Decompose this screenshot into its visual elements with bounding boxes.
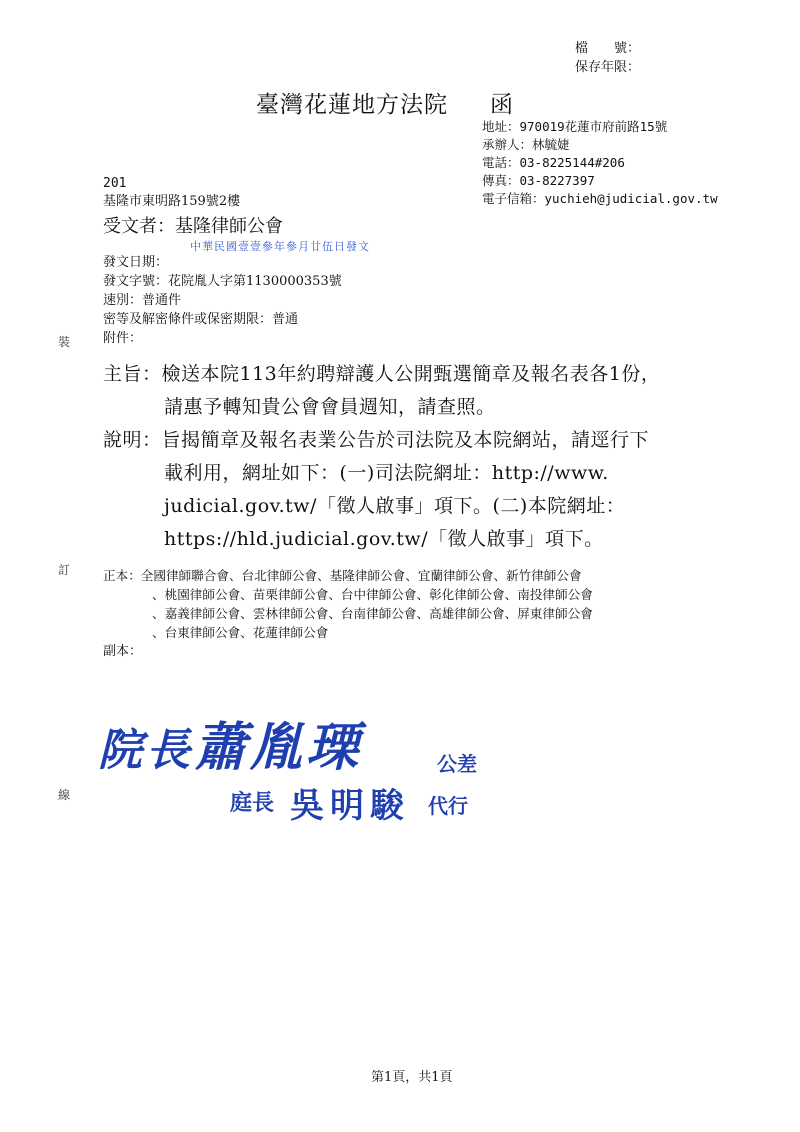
delivery-speed: 速別：普通件 bbox=[103, 293, 182, 308]
attachment-label: 附件： bbox=[103, 331, 143, 346]
binding-mark-xian: 線 bbox=[58, 788, 71, 802]
retention-period-label: 保存年限： bbox=[575, 60, 641, 75]
addressee: 受文者：基隆律師公會 bbox=[103, 216, 283, 237]
explanation-line-1: 說明：旨揭簡章及報名表業公告於司法院及本院網站，請逕行下 bbox=[103, 429, 650, 451]
primary-recipients-line-1: 正本：全國律師聯合會、台北律師公會、基隆律師公會、宜蘭律師公會、新竹律師公會 bbox=[103, 568, 582, 583]
subject-line-1: 主旨：檢送本院113年約聘辯護人公開甄選簡章及報名表各1份， bbox=[103, 363, 661, 385]
page-number: 第1頁，共1頁 bbox=[371, 1070, 453, 1085]
president-name: 蕭胤瑮 bbox=[194, 717, 363, 778]
document-number: 發文字號：花院胤人字第1130000353號 bbox=[103, 274, 342, 289]
recipient-address: 基隆市東明路159號2樓 bbox=[103, 194, 241, 209]
contact-email: 電子信箱：yuchieh@judicial.gov.tw bbox=[482, 191, 718, 206]
contact-phone: 電話：03-8225144#206 bbox=[482, 155, 625, 170]
issue-date-stamp: 中華民國壹壹參年參月廿伍日發文 bbox=[190, 240, 370, 253]
file-number-label: 檔 號： bbox=[575, 41, 641, 56]
acting-note: 代行 bbox=[428, 794, 468, 818]
explanation-line-3: judicial.gov.tw/「徵人啟事」項下。(二)本院網址： bbox=[164, 495, 626, 517]
judge-name: 吳明駿 bbox=[290, 786, 410, 826]
security-level: 密等及解密條件或保密期限：普通 bbox=[103, 312, 299, 327]
subject-line-2: 請惠予轉知貴公會會員週知，請查照。 bbox=[164, 396, 496, 418]
explanation-line-4: https://hld.judicial.gov.tw/「徵人啟事」項下。 bbox=[164, 528, 604, 550]
president-title: 院長 bbox=[98, 725, 194, 776]
document-title-org: 臺灣花蓮地方法院 bbox=[256, 92, 448, 118]
primary-recipients-line-2: 、桃園律師公會、苗栗律師公會、台中律師公會、彰化律師公會、南投律師公會 bbox=[152, 587, 593, 602]
postal-code: 201 bbox=[103, 176, 127, 191]
president-signature bbox=[98, 705, 362, 780]
president-absence-note: 公差 bbox=[437, 752, 477, 776]
judge-title: 庭長 bbox=[230, 790, 275, 816]
binding-mark-ding: 訂 bbox=[58, 563, 71, 577]
contact-fax: 傳真：03-8227397 bbox=[482, 173, 595, 188]
primary-recipients-line-3: 、嘉義律師公會、雲林律師公會、台南律師公會、高雄律師公會、屏東律師公會 bbox=[152, 606, 593, 621]
issue-date-label: 發文日期： bbox=[103, 255, 169, 270]
primary-recipients-line-4: 、台東律師公會、花蓮律師公會 bbox=[152, 625, 329, 640]
binding-mark-zhuang: 裝 bbox=[58, 335, 71, 349]
contact-address: 地址：970019花蓮市府前路15號 bbox=[482, 119, 668, 134]
document-title-type: 函 bbox=[490, 92, 513, 118]
explanation-line-2: 載利用，網址如下：(一)司法院網址：http://www. bbox=[164, 462, 609, 484]
copy-recipients-label: 副本： bbox=[103, 644, 143, 659]
contact-handler: 承辦人：林毓婕 bbox=[482, 137, 570, 152]
